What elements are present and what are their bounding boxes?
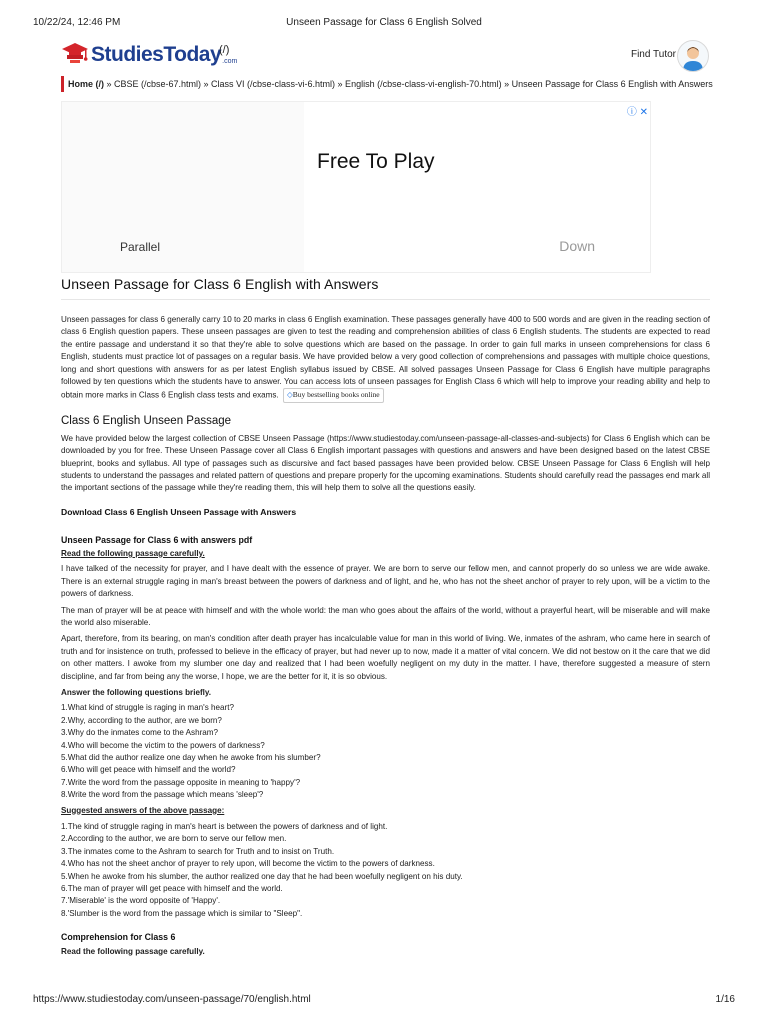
answer-item: 1.The kind of struggle raging in man's heart is between the powers of darkness and of light.: [61, 822, 388, 831]
questions-list: [61, 702, 710, 801]
passage-paragraph-1: I have talked of the necessity for prayer, and I have dealt with the essence of prayer. We are born to serve our fellow men, and cannot properly do so unless we are wide awake. There is an external struggle raging in man's breast between the powers of darkness and of light, and he, who has not the sheet anchor of prayer to rely upon, will be a victim to the powers of darkness.: [61, 564, 710, 599]
tutor-avatar-icon[interactable]: [677, 40, 709, 72]
answer-item: 7.'Miserable' is the word opposite of 'Happy'.: [61, 896, 221, 906]
ad-image-area: [62, 102, 304, 272]
intro-paragraph: [61, 314, 710, 403]
home-link[interactable]: (/): [219, 44, 230, 56]
ad-title[interactable]: Free To Play: [317, 150, 435, 173]
print-footer: [0, 994, 768, 1008]
print-header: [0, 17, 768, 31]
breadcrumb: [61, 76, 713, 92]
logo-word-studies: Studies: [91, 43, 164, 66]
ad-brand[interactable]: Parallel: [120, 240, 161, 254]
question-item: 7.Write the word from the passage opposite in meaning to 'happy'?: [61, 777, 301, 787]
buy-books-badge[interactable]: [283, 388, 384, 402]
question-item: 1.What kind of struggle is raging in man's heart?: [61, 703, 234, 713]
download-heading: Download Class 6 English Unseen Passage with Answers: [61, 506, 297, 517]
breadcrumb-path[interactable]: » CBSE (/cbse-67.html) » Class VI (/cbse-class-vi-6.html) » English (/cbse-class-vi-english-70.html) » Unseen Passage for Class 6 English with Answers: [104, 79, 713, 89]
page-title: Unseen Passage for Class 6 English with Answers: [61, 276, 710, 300]
answer-item: 3.The inmates come to the Ashram to search for Truth and to insist on Truth.: [61, 846, 335, 856]
answers-heading: Suggested answers of the above passage:: [61, 805, 225, 815]
comprehension-heading: Comprehension for Class 6: [61, 932, 176, 943]
question-item: 4.Who will become the victim to the powers of darkness?: [61, 740, 265, 750]
passage-paragraph-3: Apart, therefore, from its bearing, on man's condition after death prayer has incalculable value for man in this world of living. We, inmates of the ashram, who came here in search of truth and for insistence on truth, professed to believe in the efficacy of prayer, but had never up to now, made it a matter of vital concern. We did not bestow on it the care that we did on other matters. I awoke from my slumber one day and realized that I had been woefully negligent on my duty in the matter. I have, therefore suggested a measure of stern discipline, and far from being any the worse, I hope, we are the better for it, it is so obvious.: [61, 634, 710, 681]
read-instruction-2: Read the following passage carefully.: [61, 947, 205, 957]
print-datetime: 10/22/24, 12:46 PM: [33, 17, 121, 28]
answer-item: 5.When he awoke from his slumber, the author realized one day that he had been woefully negligent on his duty.: [61, 871, 463, 881]
question-item: 2.Why, according to the author, are we born?: [61, 715, 222, 725]
main-content: [61, 276, 710, 959]
buy-books-label: Buy bestselling books online: [292, 390, 380, 400]
question-item: 3.Why do the inmates come to the Ashram?: [61, 728, 219, 738]
read-instruction: Read the following passage carefully.: [61, 548, 205, 558]
breadcrumb-home[interactable]: Home (/): [68, 79, 104, 89]
answer-item: 2.According to the author, we are born to serve our fellow men.: [61, 834, 287, 844]
advertisement[interactable]: [61, 101, 651, 273]
print-title: Unseen Passage for Class 6 English Solved: [286, 17, 482, 28]
graduation-cap-icon: [61, 40, 89, 68]
ad-download[interactable]: Down: [559, 238, 595, 254]
pdf-heading: Unseen Passage for Class 6 with answers pdf: [61, 534, 253, 545]
question-item: 8.Write the word from the passage which means 'sleep'?: [61, 790, 264, 800]
section-paragraph: We have provided below the largest collection of CBSE Unseen Passage (https://www.studiestoday.com/unseen-passage-all-classes-and-subjects) for Class 6 English which can be downloaded by you for free. These Unseen Passage cover all Class 6 English important passages with questions and answers and have been designed based on the latest CBSE blueprint, books and syllabus. All type of passages such as discursive and fact based passages have been provided below. CBSE Unseen Passage for Class 6 English will help students to understand the passages and related pattern of questions and prepare properly for the upcoming examinations. Students should carefully read the passages end mark all the important sections of the passage while they're reading them, this will help them to solve all the questions easily.: [61, 433, 710, 493]
site-header: [61, 38, 711, 72]
print-url: https://www.studiestoday.com/unseen-passage/70/english.html: [33, 994, 311, 1005]
passage-paragraph-2: The man of prayer will be at peace with himself and with the whole world: the man who goes about the affairs of the world, without a prayerful heart, will be miserable and will make the world also miserable.: [61, 605, 710, 627]
find-tutor-link[interactable]: Find Tutor: [630, 49, 676, 60]
check-icon: ◇: [286, 390, 293, 400]
logo-com: .com: [222, 58, 238, 65]
ad-close-icon[interactable]: ⓘ ✕: [626, 107, 648, 118]
answer-item: 4.Who has not the sheet anchor of prayer to rely upon, will become the victim to the powers of darkness.: [61, 859, 435, 869]
section-heading: Class 6 English Unseen Passage: [61, 414, 232, 427]
answers-list: [61, 821, 710, 920]
logo-word-today: Today: [163, 43, 222, 66]
intro-text: Unseen passages for class 6 generally carry 10 to 20 marks in class 6 English examination. These passages generally have 400 to 500 words and are given in the reading section of class 6 English question papers. These unseen passages are given to test the reading and comprehension abilities of class 6 English students. The students are expected to read the entire passage and understand it so that they're able to solve questions which are based on the passage. In order to gain full marks in unseen comprehensions for class 6 English, students must practice lot of passages on a regular basis. We have provided below a very good collection of comprehensions and passages with multiple choice questions, long and short questions with answers for as per latest English syllabus issued by CBSE. All solved passages Unseen Passage for Class 6 English have multiple paragraphs followed by ten questions which the students have to answer. You can access lots of unseen passages for English Class 6 which will help to improve your reading ability and help to obtain more marks in Class 6 English class tests and exams.: [61, 315, 710, 400]
studiestoday-logo[interactable]: [61, 40, 237, 68]
question-item: 6.Who will get peace with himself and the world?: [61, 765, 236, 775]
print-page-number: 1/16: [715, 994, 735, 1005]
answer-item: 6.The man of prayer will get peace with himself and the world.: [61, 884, 283, 894]
questions-heading: Answer the following questions briefly.: [61, 687, 212, 697]
question-item: 5.What did the author realize one day when he awoke from his slumber?: [61, 752, 321, 762]
answer-item: 8.'Slumber is the word from the passage which is similar to "Sleep".: [61, 908, 303, 918]
